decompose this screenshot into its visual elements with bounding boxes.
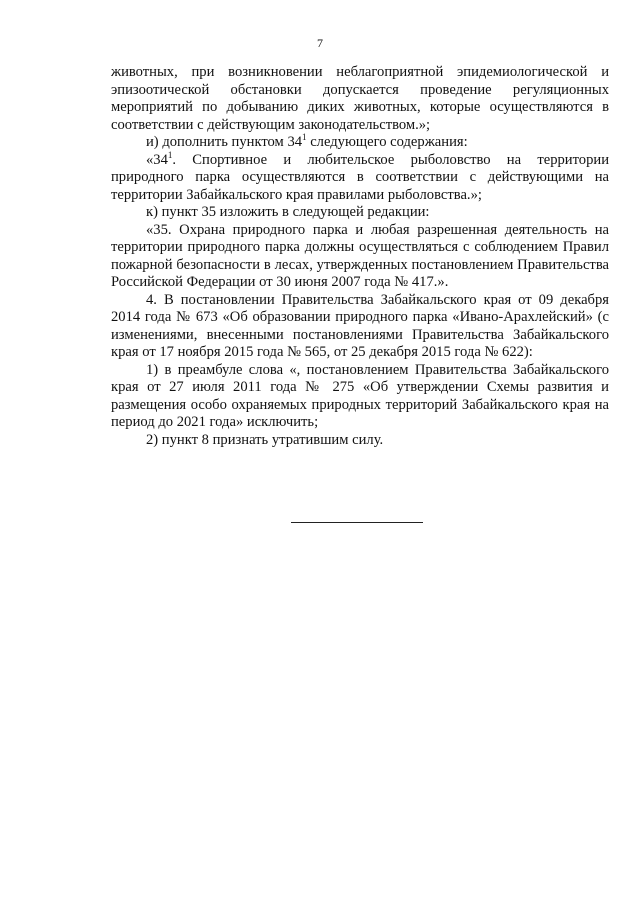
paragraph-item-i-superscript: 1 [302,132,307,142]
paragraph-continuation: животных, при возникновении неблагоприятной эпидемиологической и эпизоотической обстановки допускается проведение регуляционных мероприятий по добыванию диких животных, которые осуществляются в соответствии с действующим законодательством.»; [111,64,609,133]
page-number: 7 [317,36,323,50]
paragraph-point-35: «35. Охрана природного парка и любая разрешенная деятельность на территории природного парка должны осуществляться с соблюдением Правил пожарной безопасности в лесах, утвержденных постановлением Правительства Российской Федерации от 30 июня 2007 года № 417.». [111,221,609,290]
paragraph-item-i [111,134,609,152]
paragraph-item-i-text-after: следующего содержания: [306,134,468,150]
paragraph-item-i-text-before: и) дополнить пунктом 34 [146,134,303,150]
paragraph-subitem-1: 1) в преамбуле слова «, постановлением Правительства Забайкальского края от 27 июля 2011 года № 275 «Об утверждении Схемы развития и размещения особо охраняемых природных территорий Забайкальского края на период до 2021 года» исключить; [111,361,609,430]
end-of-document-rule [291,522,423,523]
paragraph-section-4: 4. В постановлении Правительства Забайкальского края от 09 декабря 2014 года № 673 «Об образовании природного парка «Ивано-Арахлейский» (с изменениями, внесенными постановлениями Правительства Забайкальского края от 17 ноября 2015 года № 565, от 25 декабря 2015 года № 622): [111,291,609,360]
paragraph-item-k: к) пункт 35 изложить в следующей редакции: [146,204,430,220]
paragraph-point-34-1 [111,149,609,205]
paragraph-subitem-2: 2) пункт 8 признать утратившим силу. [146,431,384,448]
paragraph-point-34-1-text-after: . Спортивное и любительское рыболовство на территории природного парка осуществляются в соответствии с действующими на территории Забайкальского края правилами рыболовства.»; [111,151,609,203]
paragraph-point-34-1-text-before: «34 [146,151,168,168]
document-body [111,64,609,449]
paragraph-point-34-1-superscript: 1 [167,149,173,160]
